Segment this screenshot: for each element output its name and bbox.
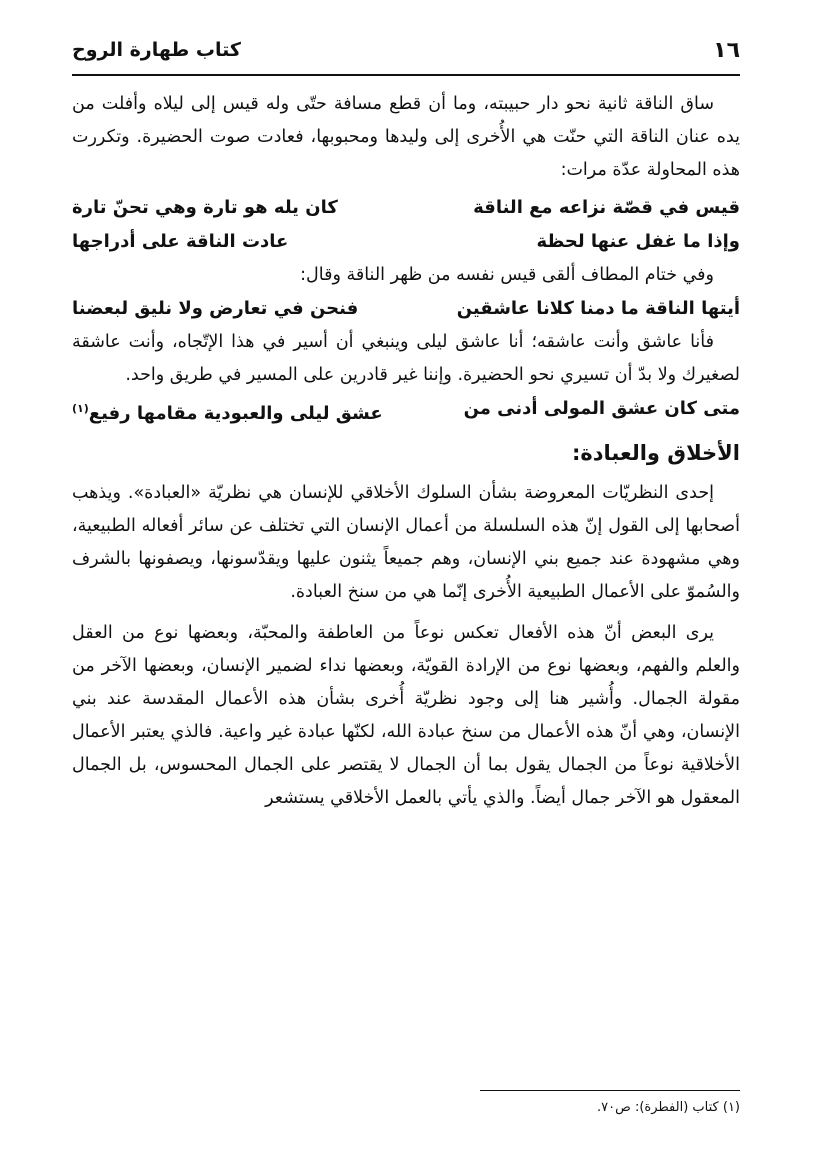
verse-hemistich-first: قيس في قصّة نزاعه مع الناقة [473, 197, 740, 218]
text-line: جميعاً يثنون عليها ويقدّسونها، ويصفونها بالشرف والسُموّ على الأعمال [72, 549, 740, 602]
running-title: كتاب طهارة الروح [72, 39, 241, 61]
text-line: لضمير الإنسان، وبعضها الآخر من مقولة الجمال. وأُشير هنا إلى وجود نظريّة [72, 656, 740, 709]
body-paragraph [72, 259, 740, 292]
text-line: إحدى النظريّات المعروضة بشأن السلوك الأخلاقي للإنسان هي نظريّة [201, 483, 715, 503]
text-line: تختلف عن سائر أفعاله الطبيعية، وهي مشهودة عند جميع بني الإنسان، وهم [72, 516, 740, 569]
verse-hemistich-first: وإذا ما غفل عنها لحظة [536, 231, 740, 252]
footnote-marker: (١) [72, 402, 89, 415]
text-line: أُخرى بشأن هذه الأعمال المقدسة عند بني الإنسان، وهي أنّ هذه الأعمال من [72, 689, 740, 742]
verse-hemistich-second: عادت الناقة على أدراجها [72, 231, 289, 252]
section-heading: الأخلاق والعبادة: [571, 441, 740, 465]
footnote-rule [480, 1090, 740, 1091]
page-number: ١٦ [713, 37, 740, 63]
body-paragraph [72, 326, 740, 392]
document-page [72, 30, 740, 815]
text-line: الطبيعية الأُخرى إنّما هي من سنخ العبادة. [290, 582, 586, 602]
verse-hemistich-first: متى كان عشق المولى أدنى من [463, 398, 740, 419]
page-header [72, 30, 740, 70]
poem-verse [72, 191, 740, 225]
poem-verse [72, 392, 740, 431]
body-paragraph [72, 477, 740, 609]
text-line: ليلاه وأفلت من يده عنان الناقة التي حنّت هي الأُخرى إلى وليدها ومحبوبها، [72, 94, 741, 147]
text-line: «العبادة». ويذهب أصحابها إلى القول إنّ هذه السلسلة من أعمال الإنسان التي [72, 483, 740, 536]
poem-verse [72, 292, 740, 326]
text-line: ساق الناقة ثانية نحو دار حبيبته، وما أن قطع مسافة حتّى وله قيس إلى [183, 94, 714, 114]
verse-hemistich-second [72, 392, 383, 431]
verse-hemistich-second: كان يله هو تارة وهي تحنّ تارة [72, 197, 338, 218]
text-line: نوع من العقل والعلم والفهم، وبعضها نوع من الإرادة القويّة، وبعضها نداء [72, 623, 740, 676]
body-paragraph [72, 88, 740, 187]
text-line: قادرين على المسير في طريق واحد. [125, 365, 388, 385]
text-line: فأنا عاشق وأنت عاشقه؛ أنا عاشق ليلى وينبغي أن أسير في هذا [223, 332, 714, 352]
verse-hemistich-second: فنحن في تعارض ولا نليق لبعضنا [72, 298, 359, 319]
poem-verse [72, 225, 740, 259]
verse-text: عشق ليلى والعبودية مقامها رفيع [88, 403, 383, 424]
text-line: الجمال المعقول هو الآخر جمال أيضاً. والذي يأتي بالعمل الأخلاقي يستشعر [72, 755, 740, 808]
header-rule [72, 74, 740, 76]
text-line: من الجمال يقول بما أن الجمال لا يقتصر على الجمال المحسوس، بل [121, 755, 638, 775]
text-line: الإتّجاه، وأنت عاشقة لصغيرك ولا بدّ أن تسيري نحو الحضيرة. وإننا غير [72, 332, 740, 385]
body-paragraph [72, 617, 740, 815]
text-line: يرى البعض أنّ هذه الأفعال تعكس نوعاً من العاطفة والمحبّة، وبعضها [178, 623, 714, 643]
verse-hemistich-first: أيتها الناقة ما دمنا كلانا عاشقين [456, 298, 740, 319]
text-line: وفي ختام المطاف ألقى قيس نفسه من ظهر الناقة وقال: [300, 265, 714, 285]
footnote: (١) كتاب (الفطرة): ص٧٠. [597, 1100, 740, 1115]
text-line: سنخ عبادة الله، لكنّها عبادة غير واعية. فالذي يعتبر الأعمال الأخلاقية نوعاً [72, 722, 740, 775]
text-line: فعادت صوت الحضيرة. وتكررت هذه المحاولة عدّة مرات: [72, 127, 740, 180]
